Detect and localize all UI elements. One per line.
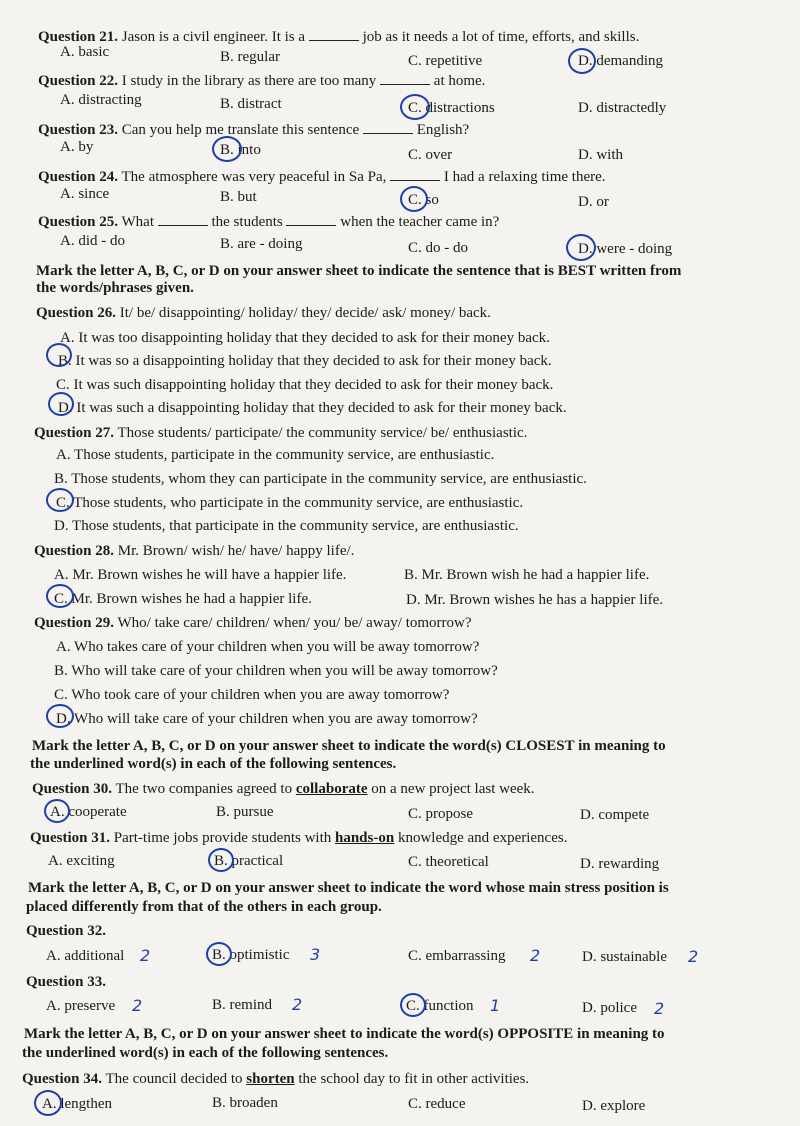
q32-option-d[interactable]: D. sustainable	[582, 949, 667, 965]
q21-answer-circle	[568, 48, 596, 74]
q21-stem-b: job as it needs a lot of time, efforts, and skills.	[362, 29, 640, 45]
q22-option-b[interactable]: B. distract	[220, 96, 282, 112]
q23-option-c[interactable]: C. over	[408, 147, 453, 163]
q34-key-word: shorten	[246, 1071, 295, 1087]
q32-option-a[interactable]: A. additional	[46, 948, 125, 964]
q34-option-c[interactable]: C. reduce	[408, 1096, 466, 1112]
q33-answer-circle	[400, 993, 426, 1017]
q30-option-d[interactable]: D. compete	[580, 807, 650, 823]
q32-option-b[interactable]: B. optimistic	[212, 947, 290, 963]
q26-answer-circle	[48, 392, 74, 416]
q32-note-a: 2	[140, 946, 151, 965]
q25-blank-2	[286, 212, 336, 226]
q30-stem	[32, 780, 535, 798]
q23-answer-circle	[212, 136, 242, 162]
q29-stem-text: Who/ take care/ children/ when/ you/ be/ away/ tomorrow?	[117, 615, 472, 631]
q26-option-a[interactable]: A. It was too disappointing holiday that they decided to ask for their money back.	[60, 330, 550, 346]
q31-key-word: hands-on	[335, 830, 395, 846]
q34-label: Question 34.	[22, 1071, 103, 1087]
section2-line1: Mark the letter A, B, C, or D on your answer sheet to indicate the word(s) CLOSEST in meaning to	[32, 738, 666, 754]
section1-line1: Mark the letter A, B, C, or D on your answer sheet to indicate the sentence that is BEST written from	[36, 263, 682, 279]
q33-option-c[interactable]: C. function	[406, 998, 474, 1014]
q33-label: Question 33.	[26, 974, 107, 990]
q30-key-word: collaborate	[295, 781, 368, 797]
q21-stem-a: Jason is a civil engineer. It is a	[121, 29, 306, 45]
q23-option-a[interactable]: A. by	[60, 139, 94, 155]
q25-option-a[interactable]: A. did - do	[60, 233, 125, 249]
q32-option-c[interactable]: C. embarrassing	[408, 948, 506, 964]
q21-blank	[309, 27, 359, 41]
q28-stem-text: Mr. Brown/ wish/ he/ have/ happy life/.	[117, 543, 355, 559]
q26-b-circle	[46, 343, 72, 367]
q29-option-c[interactable]: C. Who took care of your children when you are away tomorrow?	[54, 687, 450, 703]
q24-stem-b: I had a relaxing time there.	[443, 169, 606, 185]
q33-note-d: 2	[654, 999, 665, 1018]
q22-option-c[interactable]: C. distractions	[408, 100, 495, 116]
q27-option-b[interactable]: B. Those students, whom they can participate in the community service, are enthusiastic.	[54, 471, 587, 487]
q34-stem	[22, 1070, 529, 1088]
q32-note-b: 3	[310, 945, 321, 964]
q31-answer-circle	[208, 848, 234, 872]
q23-blank	[363, 120, 413, 134]
q33-option-a[interactable]: A. preserve	[46, 998, 116, 1014]
section4-line1: Mark the letter A, B, C, or D on your answer sheet to indicate the word(s) OPPOSITE in meaning to	[24, 1026, 665, 1042]
q27-stem-text: Those students/ participate/ the community service/ be/ enthusiastic.	[117, 425, 528, 441]
q25-stem	[38, 212, 499, 231]
q32-label: Question 32.	[26, 923, 107, 939]
q28-option-b[interactable]: B. Mr. Brown wish he had a happier life.	[404, 567, 650, 583]
q22-option-a[interactable]: A. distracting	[60, 92, 142, 108]
q24-stem	[38, 167, 606, 186]
q25-label: Question 25.	[38, 214, 119, 230]
q26-option-d[interactable]: D. It was such a disappointing holiday that they decided to ask for their money back.	[58, 400, 567, 416]
q26-option-c[interactable]: C. It was such disappointing holiday that they decided to ask for their money back.	[56, 377, 554, 393]
q34-answer-circle	[34, 1090, 62, 1116]
q21-label: Question 21.	[38, 29, 119, 45]
q29-option-b[interactable]: B. Who will take care of your children when you will be away tomorrow?	[54, 663, 498, 679]
q29-label: Question 29.	[34, 615, 115, 631]
q27-option-a[interactable]: A. Those students, participate in the community service, are enthusiastic.	[56, 447, 495, 463]
q24-option-c[interactable]: C. so	[408, 192, 439, 208]
q28-option-c[interactable]: C. Mr. Brown wishes he had a happier life.	[54, 591, 312, 607]
q26-label: Question 26.	[36, 305, 117, 321]
q24-option-a[interactable]: A. since	[60, 186, 110, 202]
q22-option-d[interactable]: D. distractedly	[578, 100, 667, 116]
q23-stem-a: Can you help me translate this sentence	[121, 122, 360, 138]
q27-stem	[34, 424, 527, 442]
q26-option-b[interactable]: B. It was so a disappointing holiday that they decided to ask for their money back.	[58, 353, 552, 369]
q24-option-d[interactable]: D. or	[578, 194, 609, 210]
q31-option-a[interactable]: A. exciting	[48, 853, 115, 869]
q22-stem-b: at home.	[433, 73, 486, 89]
q27-option-d[interactable]: D. Those students, that participate in the community service, are enthusiastic.	[54, 518, 519, 534]
q23-stem	[38, 120, 469, 139]
q29-option-a[interactable]: A. Who takes care of your children when you will be away tomorrow?	[56, 639, 480, 655]
q30-label: Question 30.	[32, 781, 113, 797]
q28-option-d[interactable]: D. Mr. Brown wishes he has a happier life.	[406, 592, 664, 608]
q25-answer-circle	[566, 234, 596, 261]
q21-option-a[interactable]: A. basic	[60, 44, 110, 60]
q31-option-c[interactable]: C. theoretical	[408, 854, 489, 870]
q31-label: Question 31.	[30, 830, 111, 846]
q32-answer-circle	[206, 942, 232, 966]
section3-line2: placed differently from that of the others in each group.	[26, 899, 382, 915]
q25-option-d[interactable]: D. were - doing	[578, 241, 673, 257]
q27-option-c[interactable]: C. Those students, who participate in the community service, are enthusiastic.	[56, 495, 524, 511]
section3-line1: Mark the letter A, B, C, or D on your answer sheet to indicate the word whose main stress position is	[28, 880, 669, 896]
q24-blank	[390, 167, 440, 181]
q22-answer-circle	[400, 94, 430, 120]
q25-blank-1	[158, 212, 208, 226]
q21-stem	[38, 27, 639, 46]
q34-option-d[interactable]: D. explore	[582, 1098, 646, 1114]
q23-label: Question 23.	[38, 122, 119, 138]
q33-option-b[interactable]: B. remind	[212, 997, 272, 1013]
q28-label: Question 28.	[34, 543, 115, 559]
q34-stem-a: The council decided to	[105, 1071, 243, 1087]
q27-label: Question 27.	[34, 425, 115, 441]
q21-option-b[interactable]: B. regular	[220, 49, 280, 65]
q24-option-b[interactable]: B. but	[220, 189, 257, 205]
section1-line2: the words/phrases given.	[36, 280, 194, 296]
q31-option-d[interactable]: D. rewarding	[580, 856, 660, 872]
q21-option-d[interactable]: D. demanding	[578, 53, 663, 69]
q34-stem-b: the school day to fit in other activities.	[298, 1071, 530, 1087]
q30-option-b[interactable]: B. pursue	[216, 804, 274, 820]
section4-line2: the underlined word(s) in each of the following sentences.	[22, 1045, 389, 1061]
q30-answer-circle	[44, 799, 70, 823]
q30-stem-b: on a new project last week.	[371, 781, 535, 797]
q34-option-a[interactable]: A. lengthen	[42, 1096, 112, 1112]
q31-stem-a: Part-time jobs provide students with	[113, 830, 332, 846]
q30-option-a[interactable]: A. cooperate	[50, 804, 127, 820]
section2-line2: the underlined word(s) in each of the following sentences.	[30, 756, 397, 772]
q32-note-d: 2	[688, 947, 699, 966]
q22-label: Question 22.	[38, 73, 119, 89]
q25-stem-b: the students	[211, 214, 283, 230]
q25-option-b[interactable]: B. are - doing	[220, 236, 303, 252]
q30-option-c[interactable]: C. propose	[408, 806, 473, 822]
q24-label: Question 24.	[38, 169, 119, 185]
q24-stem-a: The atmosphere was very peaceful in Sa Pa,	[121, 169, 387, 185]
q28-option-a[interactable]: A. Mr. Brown wishes he will have a happier life.	[54, 567, 347, 583]
q23-option-b[interactable]: B. into	[220, 142, 261, 158]
q26-stem-text: It/ be/ disappointing/ holiday/ they/ decide/ ask/ money/ back.	[119, 305, 491, 321]
q22-stem	[38, 71, 485, 90]
q31-option-b[interactable]: B. practical	[214, 853, 284, 869]
q29-option-d[interactable]: D. Who will take care of your children when you are away tomorrow?	[56, 711, 478, 727]
q24-answer-circle	[400, 186, 428, 212]
q33-note-a: 2	[132, 996, 143, 1015]
q28-answer-circle	[46, 584, 74, 608]
q31-stem-b: knowledge and experiences.	[397, 830, 568, 846]
q22-stem-a: I study in the library as there are too many	[121, 73, 377, 89]
q34-option-b[interactable]: B. broaden	[212, 1095, 278, 1111]
q25-stem-c: when the teacher came in?	[340, 214, 500, 230]
q29-answer-circle	[46, 704, 74, 728]
q29-stem	[34, 614, 472, 632]
q25-stem-a: What	[121, 214, 154, 230]
q31-stem	[30, 829, 567, 847]
q32-note-c: 2	[530, 946, 541, 965]
q23-option-d[interactable]: D. with	[578, 147, 623, 163]
q33-note-c: 1	[490, 996, 501, 1015]
q28-stem	[34, 542, 354, 560]
q21-option-c[interactable]: C. repetitive	[408, 53, 483, 69]
q33-option-d[interactable]: D. police	[582, 1000, 637, 1016]
q26-stem	[36, 304, 491, 322]
q25-option-c[interactable]: C. do - do	[408, 240, 468, 256]
q22-blank	[380, 71, 430, 85]
q30-stem-a: The two companies agreed to	[115, 781, 293, 797]
q33-note-b: 2	[292, 995, 303, 1014]
q23-stem-b: English?	[416, 122, 470, 138]
q27-answer-circle	[46, 488, 74, 512]
